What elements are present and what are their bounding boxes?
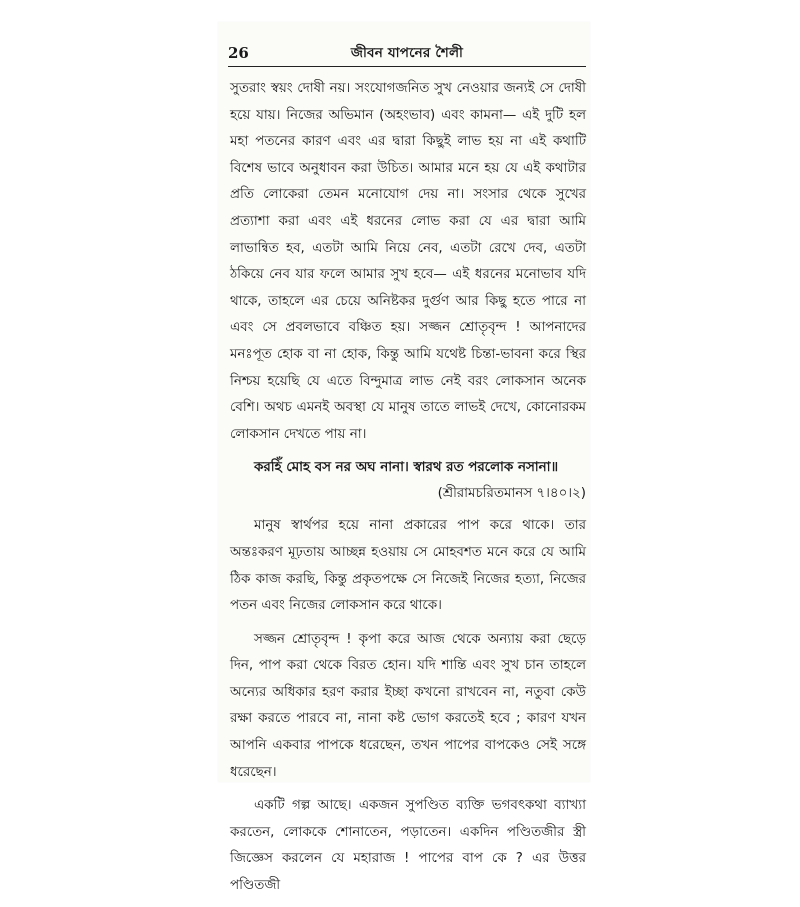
paragraph-1: সুতরাং স্বয়ং দোষী নয়। সংযোগজনিত সুখ নেওয়ার জন্যই সে দোষী হয়ে যায়। নিজের অভিমান (অহংভাব) এবং কামনা— এই দুটি হল মহা পতনের কারণ এবং এর দ্বারা কিছুই লাভ হয় না এই কথাটি বিশেষ ভাবে অনুধাবন করা উচিত। আমার মনে হয় যে এই কথাটার প্রতি লোকেরা তেমন মনোযোগ দেয় না। সংসার থেকে সুখের প্রত্যাশা করা এবং এই ধরনের লোভ করা যে এর দ্বারা আমি লাভান্বিত হব, এতটা আমি নিয়ে নেব, এতটা রেখে দেব, এতটা ঠকিয়ে নেব যার ফলে আমার সুখ হবে— এই ধরনের মনোভাব যদি থাকে, তাহলে এর চেয়ে অনিষ্টকর দুর্গুণ আর কিছু হতে পারে না এবং সে প্রবলভাবে বঞ্চিত হয়। সজ্জন শ্রোতৃবৃন্দ ! আপনাদের মনঃপূত হোক বা না হোক, কিন্তু আমি যথেষ্ট চিন্তা-ভাবনা করে স্থির নিশ্চয় হয়েছি যে এতে বিন্দুমাত্র লাভ নেই বরং লোকসান অনেক বেশি। অথচ এমনই অবস্থা যে মানুষ তাতে লাভই দেখে, কোনোরকম লোকসান দেখতে পায় না।	[230, 81, 586, 442]
page-header	[228, 42, 586, 67]
paragraph-4: একটি গল্প আছে। একজন সুপণ্ডিত ব্যক্তি ভগবৎকথা ব্যাখ্যা করতেন, লোককে শোনাতেন, পড়াতেন। একদিন পণ্ডিতজীর স্ত্রী জিজ্ঞেস করলেন যে মহারাজ ! পাপের বাপ কে ? এর উত্তর পণ্ডিতজী	[230, 798, 586, 894]
paragraph-3: সজ্জন শ্রোতৃবৃন্দ ! কৃপা করে আজ থেকে অন্যায় করা ছেড়ে দিন, পাপ করা থেকে বিরত হোন। যদি শান্তি এবং সুখ চান তাহলে অন্যের অধিকার হরণ করার ইচ্ছা কখনো রাখবেন না, নতুবা কেউ রক্ষা করতে পারবে না, নানা কষ্ট ভোগ করতেই হবে ; কারণ যখন আপনি একবার পাপকে ধরেছেন, তখন পাপের বাপকেও সেই সঙ্গে ধরেছেন।	[230, 631, 586, 780]
verse-citation: (শ্রীরামচরিতমানস ৭।৪০।২)	[437, 486, 586, 502]
running-title: জীবন যাপনের শৈলী	[350, 45, 464, 61]
book-page	[218, 22, 590, 894]
verse-quote: করহিঁ মোহ বস নর অঘ নানা। স্বারথ রত পরলোক নসানা॥	[254, 460, 559, 476]
paragraph-2: মানুষ স্বার্থপর হয়ে নানা প্রকারের পাপ করে থাকে। তার অন্তঃকরণ মূঢ়তায় আচ্ছন্ন হওয়ায় সে মোহবশত মনে করে যে আমি ঠিক কাজ করছি, কিন্তু প্রকৃতপক্ষে সে নিজেই নিজের হত্যা, নিজের পতন এবং নিজের লোকসান করে থাকে।	[230, 518, 586, 614]
page-body	[230, 76, 586, 907]
page-number: 26	[228, 44, 249, 62]
